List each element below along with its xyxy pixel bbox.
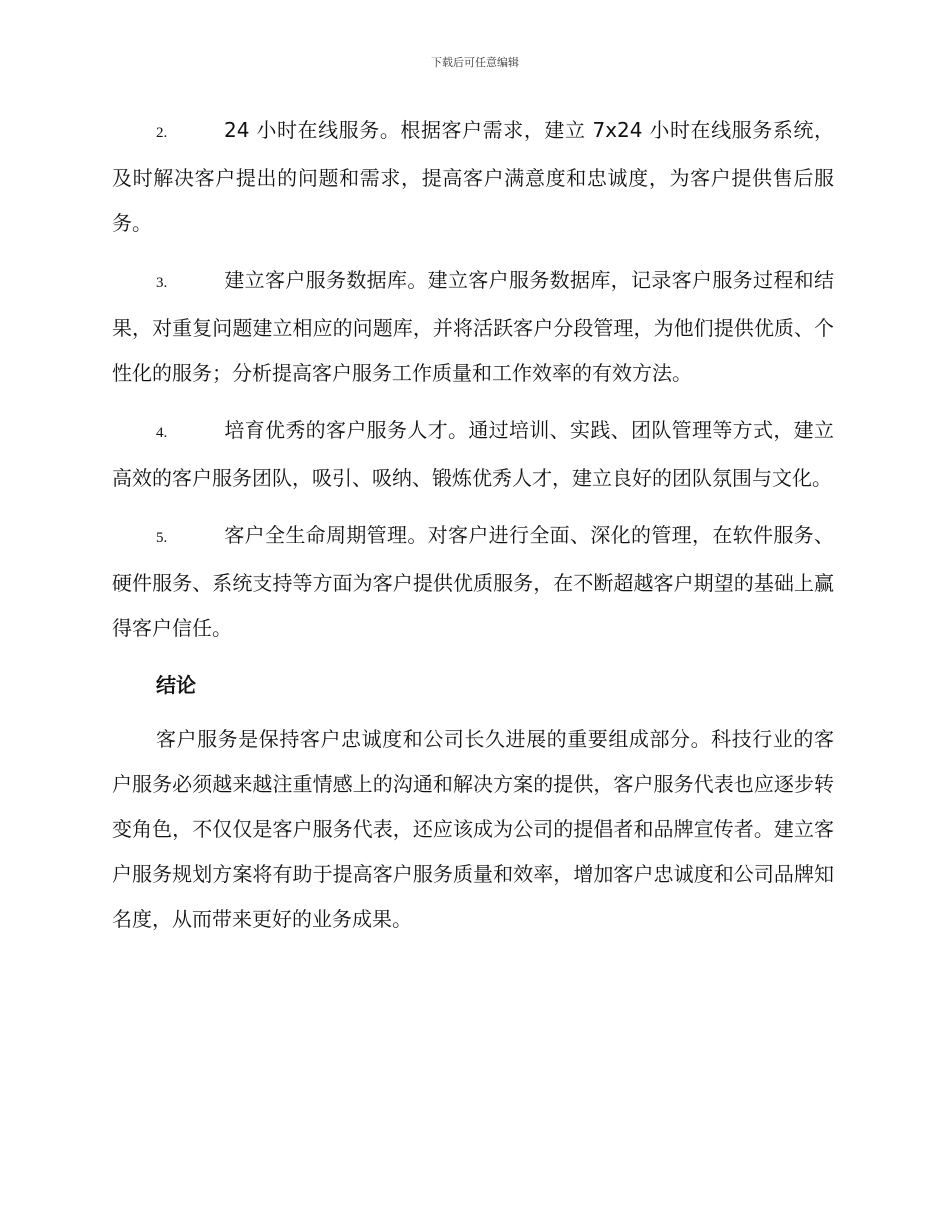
item-text: 培育优秀的客户服务人才。通过培训、实践、团队管理等方式，建立高效的客户服务团队，吸引、吸纳、锻炼优秀人才，建立良好的团队氛围与文化。 bbox=[112, 418, 834, 490]
list-item bbox=[112, 513, 834, 651]
item-number: 2. bbox=[156, 125, 168, 141]
item-number: 5. bbox=[156, 530, 168, 546]
section-heading: 结论 bbox=[156, 673, 196, 697]
item-number: 3. bbox=[156, 275, 168, 291]
list-item bbox=[112, 258, 834, 396]
list-item bbox=[112, 108, 834, 246]
item-text: 建立客户服务数据库。建立客户服务数据库，记录客户服务过程和结果，对重复问题建立相应的问题库，并将活跃客户分段管理，为他们提供优质、个性化的服务；分析提高客户服务工作质量和工作效率的有效方法。 bbox=[112, 268, 834, 385]
document-body bbox=[112, 108, 834, 942]
item-number: 4. bbox=[156, 425, 168, 441]
item-text: 24 小时在线服务。根据客户需求，建立 7x24 小时在线服务系统，及时解决客户提出的问题和需求，提高客户满意度和忠诚度，为客户提供售后服务。 bbox=[112, 118, 834, 235]
item-text: 客户全生命周期管理。对客户进行全面、深化的管理，在软件服务、硬件服务、系统支持等方面为客户提供优质服务，在不断超越客户期望的基础上赢得客户信任。 bbox=[112, 523, 834, 640]
page-header: 下载后可任意编辑 bbox=[431, 56, 519, 69]
list-item bbox=[112, 408, 834, 501]
conclusion-paragraph: 客户服务是保持客户忠诚度和公司长久进展的重要组成部分。科技行业的客户服务必须越来越注重情感上的沟通和解决方案的提供，客户服务代表也应逐步转变角色，不仅仅是客户服务代表，还应该成为公司的提倡者和品牌宣传者。建立客户服务规划方案将有助于提高客户服务质量和效率，增加客户忠诚度和公司品牌知名度，从而带来更好的业务成果。 bbox=[112, 727, 834, 931]
